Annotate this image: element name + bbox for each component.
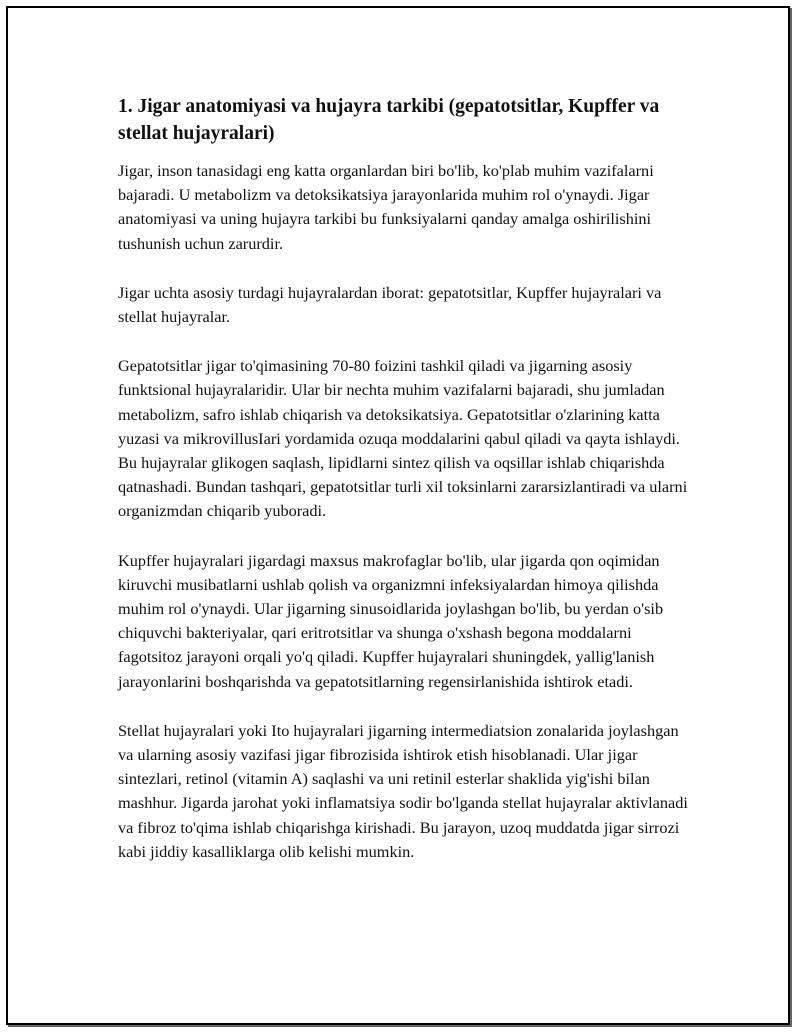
document-body [118,93,694,889]
paragraph-hepatocytes: Gepatotsitlar jigar to'qimasining 70-80 foizini tashkil qiladi va jigarning asosiy funktsional hujayralaridir. Ular bir nechta muhim vazifalarni bajaradi, shu jumladan metabolizm, safro ishlab chiqarish va detoksikatsiya. Gepatotsitlar o'zlarining katta yuzasi va mikrovillusIari yordamida ozuqa moddalarini qabul qiladi va qayta ishlaydi. Bu hujayralar glikogen saqlash, lipidlarni sintez qilish va oqsillar ishlab chiqarishda qatnashadi. Bundan tashqari, gepatotsitlar turli xil toksinlarni zararsizlantiradi va ularni organizmdan chiqarib yuboradi. [118,356,688,521]
paragraph-cell-types: Jigar uchta asosiy turdagi hujayralardan iborat: gepatotsitlar, Kupffer hujayralari va stellat hujayralar. [118,282,662,327]
section-heading: 1. Jigar anatomiyasi va hujayra tarkibi (gepatotsitlar, Kupffer va stellat hujayralari) [118,96,660,144]
paragraph-intro: Jigar, inson tanasidagi eng katta organlardan biri bo'lib, ko'plab muhim vazifalarni bajaradi. U metabolizm va detoksikatsiya jarayonlarida muhim rol o'ynaydi. Jigar anatomiyasi va uning hujayra tarkibi bu funksiyalarni qanday amalga oshirilishini tushunish uchun zarurdir. [118,161,654,253]
paragraph-stellate-cells: Stellat hujayralari yoki Ito hujayralari jigarning intermediatsion zonalarida joylashgan va ularning asosiy vazifasi jigar fibrozisida ishtirok etish hisoblanadi. Ular jigar sintezlari, retinol (vitamin A) saqlashi va uni retinil esterlar shaklida yig'ishi bilan mashhur. Jigarda jarohat yoki inflamatsiya sodir bo'lganda stellat hujayralar aktivlanadi va fibroz to'qima ishlab chiqarishga kirishadi. Bu jarayon, uzoq muddatda jigar sirrozi kabi jiddiy kasalliklarga olib kelishi mumkin. [118,720,688,861]
paragraph-kupffer-cells: Kupffer hujayralari jigardagi maxsus makrofaglar bo'lib, ular jigarda qon oqimidan kiruvchi musibatlarni ushlab qolish va organizmni infeksiyalardan himoya qilishda muhim rol o'ynaydi. Ular jigarning sinusoidlarida joylashgan bo'lib, bu yerdan o'sib chiquvchi bakteriyalar, qari eritrotsitlar va shunga o'xshash begona moddalarni fagotsitoz jarayoni orqali yo'q qiladi. Kupffer hujayralari shuningdek, yallig'lanish jarayonlarini boshqarishda va gepatotsitlarning regensirlanishida ishtirok etadi. [118,550,664,691]
